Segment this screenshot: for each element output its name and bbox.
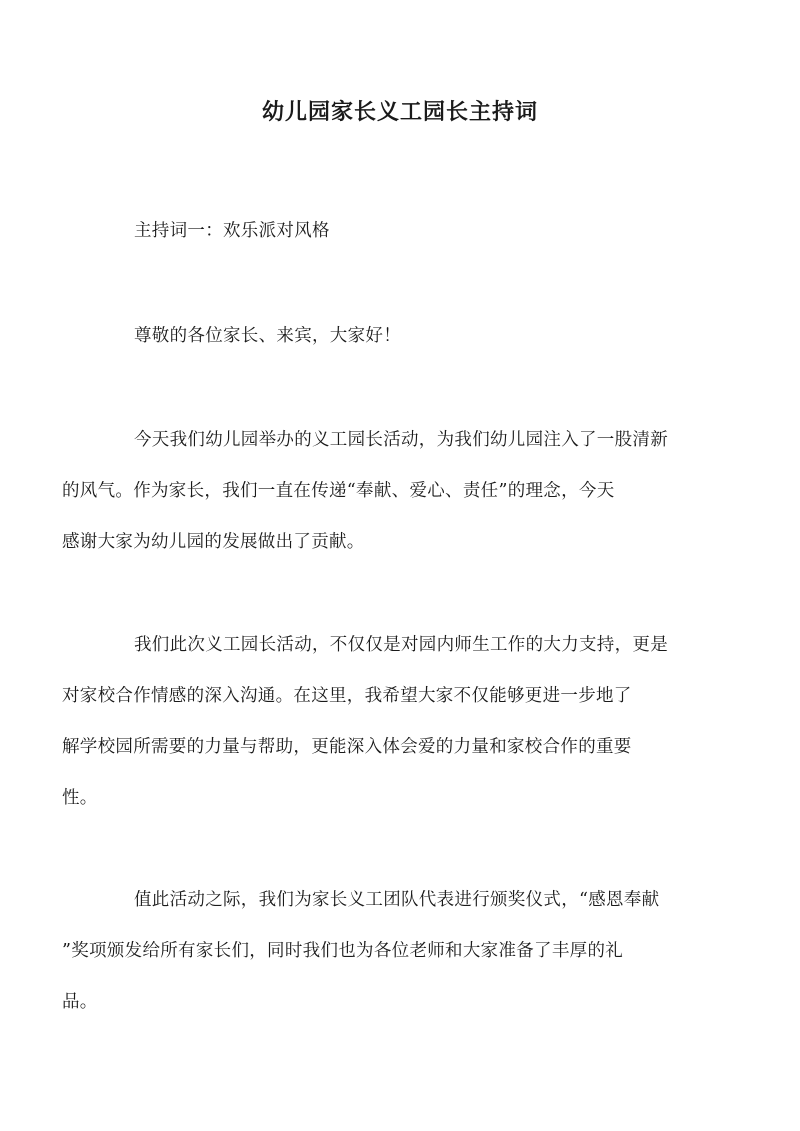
paragraph-line: 感谢大家为幼儿园的发展做出了贡献。 xyxy=(62,532,365,552)
paragraph-line: 品。 xyxy=(62,992,98,1012)
paragraph-line: 主持词一：欢乐派对风格 xyxy=(134,221,330,241)
document-title: 幼儿园家长义工园长主持词 xyxy=(261,99,538,125)
paragraph-line: 解学校园所需要的力量与帮助，更能深入体会爱的力量和家校合作的重要 xyxy=(62,737,632,757)
paragraph-line: 值此活动之际，我们为家长义工团队代表进行颁奖仪式，“感恩奉献 xyxy=(134,890,660,910)
paragraph-line: 今天我们幼儿园举办的义工园长活动，为我们幼儿园注入了一股清新 xyxy=(134,430,668,450)
paragraph-greeting xyxy=(98,311,702,362)
paragraph-introduction xyxy=(62,415,702,568)
paragraph-line: 我们此次义工园长活动，不仅仅是对园内师生工作的大力支持，更是 xyxy=(134,635,668,655)
paragraph-host-style xyxy=(98,206,702,257)
paragraph-line: 尊敬的各位家长、来宾，大家好！ xyxy=(134,326,401,346)
paragraph-activity-meaning xyxy=(62,620,702,824)
paragraph-line: 对家校合作情感的深入沟通。在这里，我希望大家不仅能够更进一步地了 xyxy=(62,686,632,706)
paragraph-line: 性。 xyxy=(62,788,98,808)
paragraph-award-ceremony xyxy=(62,875,702,1028)
paragraph-line: 的风气。作为家长，我们一直在传递“奉献、爱心、责任”的理念，今天 xyxy=(62,481,615,501)
paragraph-line: ”奖项颁发给所有家长们，同时我们也为各位老师和大家准备了丰厚的礼 xyxy=(62,941,624,961)
